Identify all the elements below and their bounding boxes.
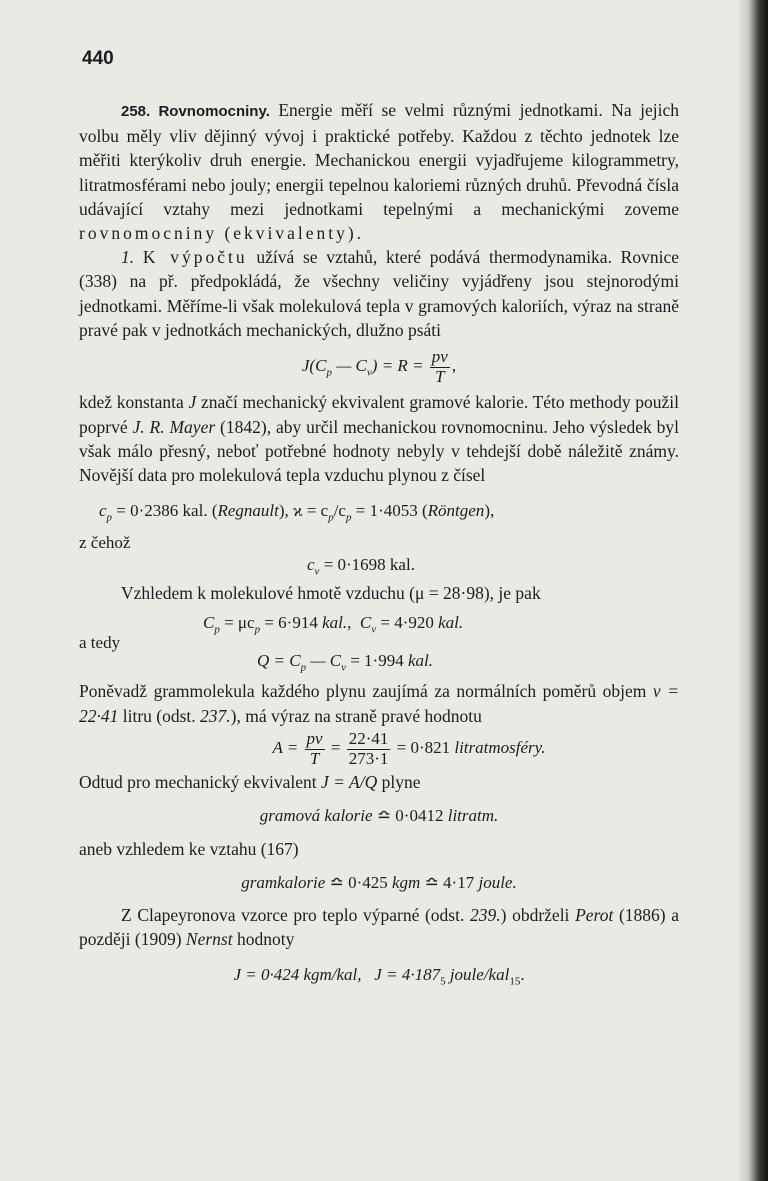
paragraph-calculation: 1. K výpočtu užívá se vztahů, které podává thermodynamika. Rovnice (338) na př. předpokládá, že všechny veličiny vyjádřeny jsou stejnorodými jednotkami. Měříme-li však molekulová tepla v gramových kaloriích, výraz na straně pravé pak v jednotkách mechanických, dlužno psáti — [79, 247, 679, 340]
paragraph-equivalent: Odtud pro mechanický ekvivalent J = A/Q plyne — [79, 772, 421, 793]
equation-gramkalorie: gramkalorie ≏ 0·425 kgm ≏ 4·17 joule. — [241, 872, 517, 892]
page-content — [79, 98, 679, 998]
paragraph-relation: aneb vzhledem ke vztahu (167) — [79, 838, 299, 859]
equation-nernst: J = 0·424 kgm/kal, $J = 4\cdot 187_5$ joule/kal$_{15}$. — [233, 965, 525, 988]
equation-specific-heats: $c_p = 0\cdot 2386$ kal. (Regnault), $ϰ = c_p/c_p = 1\cdot 4053$ (Röntgen), — [99, 501, 495, 524]
section-heading: 258. Rovnomocniny. — [121, 103, 270, 120]
paragraph-molecular: Vzhledem k molekulové hmotě vzduchu (μ = 28·98), je pak — [121, 583, 541, 604]
page-edge-shadow — [738, 0, 768, 1181]
paragraph-volume: Poněvadž grammolekula každého plynu zaujímá za normálních poměrů objem v = 22·41 litru (odst. 237.), má výraz na straně pravé hodnotu — [79, 681, 679, 726]
equation-mayer: $J(C_p$ — $C_v) = R$ = $\frac{pv}{T}$ , — [301, 347, 457, 386]
equation-q: a tedy $Q = C_p$ — $C_v = 1\cdot 994$ kal. — [79, 633, 433, 674]
equation-gram-calorie: gramová kalorie ≏ 0·0412 litratm. — [259, 806, 499, 826]
paragraph-clapeyron: Z Clapeyronova vzorce pro teplo výparné (odst. 239.) obdrželi Perot (1886) a později (1909) Nernst hodnoty — [79, 905, 680, 950]
paragraph-intro: 258. Rovnomocniny. Energie měří se velmi různými jednotkami. Na jejich volbu měly vliv dějinný vývoj i praktické potřeby. Každou z těchto jednotek lze měřiti kterýkoliv druh energie. Mechanickou energii vyjadřujeme kilogrammetry, litratmosférami nebo jouly; energii tepelnou kaloriemi různých druhů. Převodná čísla udávající vztahy mezi jednotkami tepelnými a mechanickými zoveme rovnomocniny (ekvivalenty). — [79, 100, 679, 244]
page-number: 440 — [82, 48, 114, 69]
equation-cv: z čehož $c_v = 0\cdot 1698$ kal. — [79, 533, 415, 578]
equation-molar-heats: $C_p = \mu c_p = 6\cdot 914$ kal., $C_v = 4\cdot 920$ kal. — [203, 613, 464, 636]
paragraph-mayer: kdež konstanta J značí mechanický ekvivalent gramové kalorie. Této methody použil poprvé J. R. Mayer (1842), aby určil mechanickou rovnomocninu. Jeho výsledek byl však málo přesný, neboť potřebné hodnoty nebyly v tehdejší době náležitě známy. Novější data pro molekulová tepla vzduchu plynou z čísel — [79, 392, 680, 486]
equation-a: A = $\frac{pv}{T}$ = $\frac{22\cdot 41}{273\cdot 1}$ = 0·821 litratmosféry. — [272, 728, 546, 768]
